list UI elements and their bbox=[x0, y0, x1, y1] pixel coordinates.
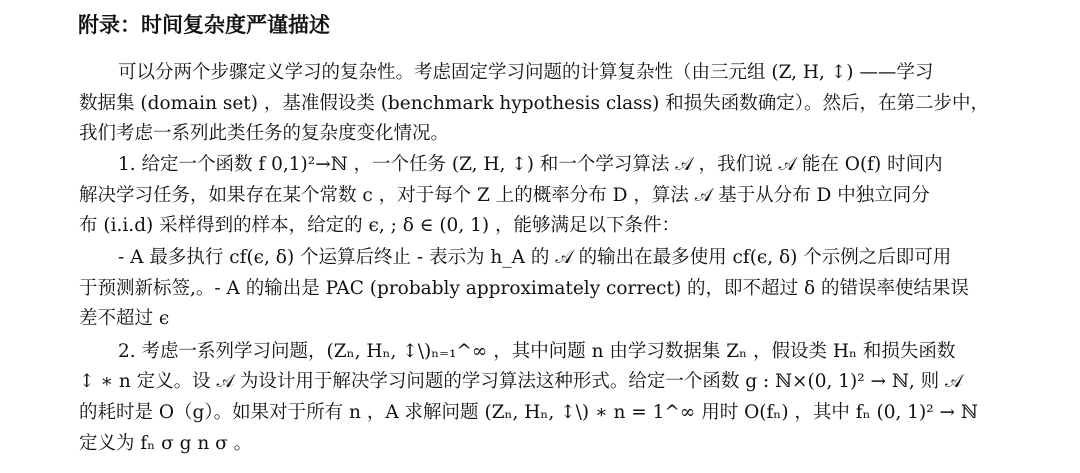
paragraph-line: 解决学习任务，如果存在某个常数 c ，对于每个 Z 上的概率分布 D ，算法 𝒜 基于从分布 D 中独立同分 bbox=[79, 185, 930, 206]
paragraph-line: 差不超过 ϵ bbox=[79, 308, 170, 329]
paragraph-line: - A 最多执行 cf(ϵ, δ) 个运算后终止 - 表示为 h_A 的 𝒜 的输出在最多使用 cf(ϵ, δ) 个示例之后即可用 bbox=[118, 247, 952, 268]
paragraph-line: 1. 给定一个函数 f 0,1)²→ℕ ，一个任务 (Z, H, ↕) 和一个学习算法 𝒜 ，我们说 𝒜 能在 O(f) 时间内 bbox=[118, 154, 943, 175]
paragraph-line: 于预测新标签,。- A 的输出是 PAC (probably approximately correct) 的，即不超过 δ 的错误率使结果误 bbox=[79, 278, 969, 299]
paragraph-line: 定义为 fₙ σ g n σ 。 bbox=[79, 433, 253, 454]
paragraph-line: 可以分两个步骤定义学习的复杂性。考虑固定学习问题的计算复杂性（由三元组 (Z, H, ↕) ——学习 bbox=[118, 62, 934, 83]
paragraph-line: 数据集 (domain set) ，基准假设类 (benchmark hypothesis class) 和损失函数确定）。然后，在第二步中， bbox=[79, 93, 989, 114]
paragraph-line: 2. 考虑一系列学习问题，(Zₙ, Hₙ, ↕\)ₙ₌₁^∞ ，其中问题 n 由学习数据集 Zₙ ，假设类 Hₙ 和损失函数 bbox=[118, 341, 956, 362]
paragraph-line: ↕ ∗ n 定义。设 𝒜 为设计用于解决学习问题的学习算法这种形式。给定一个函数 g : ℕ×(0, 1)² → ℕ, 则 𝒜 bbox=[79, 371, 963, 392]
paragraph-line: 的耗时是 O（g）。如果对于所有 n ，A 求解问题 (Zₙ, Hₙ, ↕\) ∗ n = 1^∞ 用时 O(fₙ) ，其中 fₙ (0, 1)² → ℕ bbox=[79, 402, 978, 423]
paragraph-line: 布 (i.i.d) 采样得到的样本，给定的 ϵ, ; δ ∈ (0, 1) ，能够满足以下条件： bbox=[79, 215, 680, 236]
section-heading: 附录：时间复杂度严谨描述 bbox=[78, 13, 330, 37]
paragraph-line: 我们考虑一系列此类任务的复杂度变化情况。 bbox=[79, 123, 450, 144]
